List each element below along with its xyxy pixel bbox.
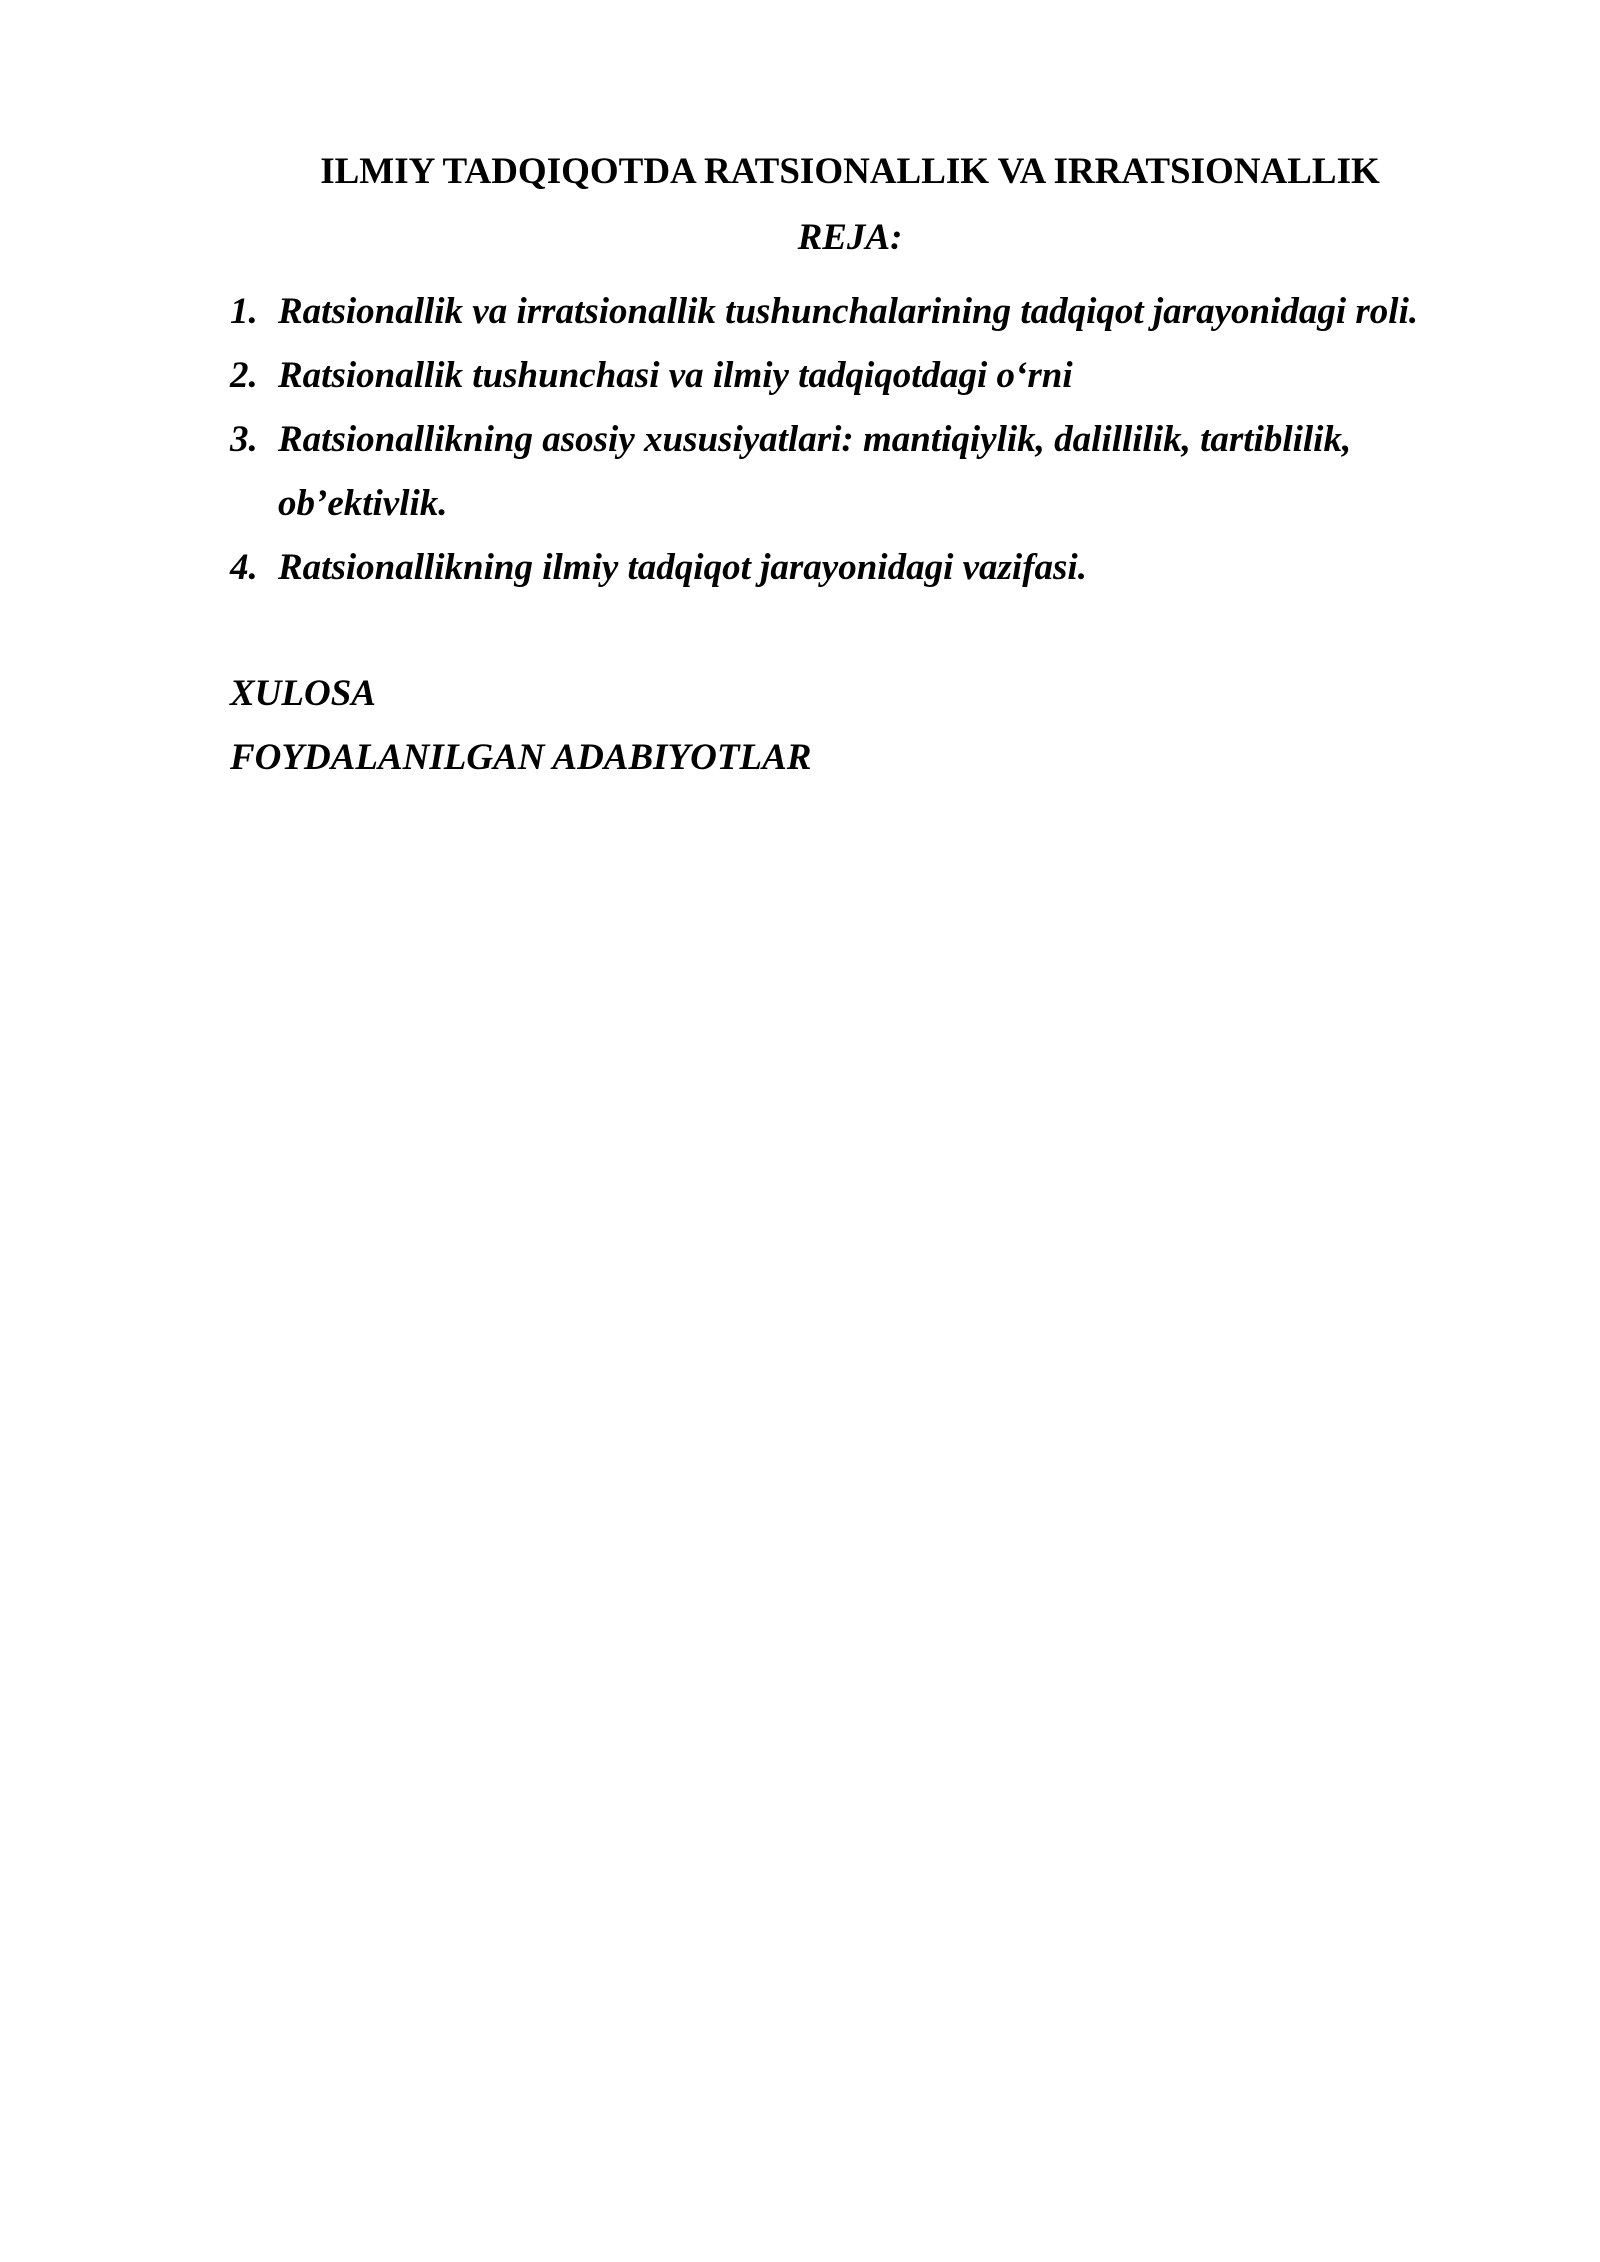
plan-heading: REJA: [797, 217, 903, 258]
plan-item-text: Ratsionallikning ilmiy tadqiqot jarayonidagi vazifasi. [278, 547, 1087, 588]
plan-item-text: Ratsionallik va irratsionallik tushunchalarining tadqiqot jarayonidagi roli. [278, 291, 1419, 332]
plan-item-2 [230, 344, 1470, 408]
plan-item-number: 3. [230, 419, 258, 460]
references-heading: FOYDALANILGAN ADABIYOTLAR [230, 737, 812, 778]
document-title: ILMIY TADQIQOTDA RATSIONALLIK VA IRRATSIONALLIK [320, 151, 1380, 192]
plan-item-1 [230, 280, 1470, 344]
plan-item-text: Ratsionallikning asosiy xususiyatlari: mantiqiylik, dalillilik, tartiblilik, ob’ektivlik. [278, 419, 1352, 524]
plan-item-3 [230, 408, 1470, 536]
conclusion-heading: XULOSA [230, 673, 376, 714]
plan-item-number: 1. [230, 291, 258, 332]
plan-item-text: Ratsionallik tushunchasi va ilmiy tadqiqotdagi o‘rni [278, 355, 1073, 396]
plan-item-4 [230, 536, 1470, 600]
plan-item-number: 2. [230, 355, 258, 396]
plan-list [230, 280, 1470, 600]
plan-item-number: 4. [230, 547, 258, 588]
